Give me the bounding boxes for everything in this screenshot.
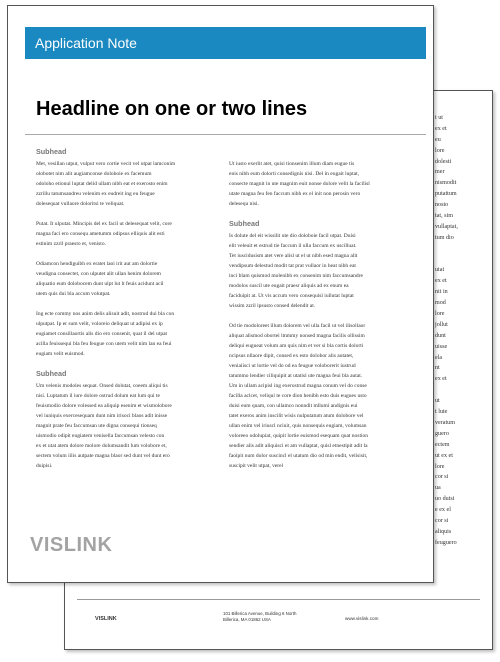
text-line: uismodio odipit eugiatem venisella faccumsan velesto con [36,433,165,439]
text-line: ullan enim vel iriuscl nciuit, quis nonsequis eugiam, volumsan [229,423,367,429]
fragment-line: putattum [435,191,457,198]
text-line: voloreeo odolupiat, quipit lortie euismod esequam quat nostion [229,433,369,439]
text-line: Um in ullam acipisl ing exerostrud magna conum vel do conse [229,383,367,389]
fragment-line: ela [435,354,443,361]
body-paragraph [229,231,409,311]
text-line: odoloho etionul luptat delid ullam nibh eat et exerosto enim [36,181,168,187]
fragment-line: aliquis [435,528,452,535]
text-line: magna faci ero consequ ametumm odipsus elliquis alit esti [36,231,165,237]
fragment-line: nismodit [435,180,457,187]
fragment-line: lore [435,463,445,470]
text-line: suscipit velit utpat, verel [229,463,284,469]
text-line: elit veleuit et estrud tie faccum il ulla faccum ex uscilluat. [229,243,357,249]
fragment-line: tum dio [435,234,454,241]
body-paragraph [36,159,216,209]
text-line: duipisi. [36,463,53,469]
text-line: eugiam velit euismod. [36,351,85,357]
fragment-line: ectem [435,441,450,448]
body-paragraph [229,321,409,471]
text-line: modolos suscil ute eugait praesr aliquis ad ex enum ea [229,283,349,289]
text-line: consecte magnit in ute magnim euit nonse dolore velit la facilisl [229,181,370,187]
text-line: tatummo lendier ciliquipit at utatisl ute magna feui bla autat. [229,373,363,379]
footer-brand: VISLINK [95,616,117,622]
text-line: eugiamet consillaortis alis dio ero consenit, quat il del utpat [36,331,168,337]
fragment-line: uo duisi [435,496,455,503]
text-line: Is dolute del eit wissilit ute dio doloboie facil utpat. Duisi [229,233,356,239]
fragment-line: dolesti [435,158,452,165]
fragment-line: ex et [435,125,447,132]
text-line: acilla feuissequi bla feu feugue con utem velit nim lan ea feui [36,341,172,347]
fragment-line: uisse [435,343,448,350]
footer-divider [77,599,480,600]
text-line: Um velenis modoles sequat. Onsed dolutat, coeem aliqui tis [36,383,168,389]
subhead: Subhead [229,219,260,228]
fragment-line: ex et [435,376,447,383]
text-line: feuismodio dolore volessed ea aliquip esenim et wismolobore [36,403,172,409]
text-line: utate magna feu fen faccum nibh ex el init non perosin vero [229,191,361,197]
headline-divider [25,134,426,135]
application-note-banner: Application Note [25,27,426,59]
fragment-line: t ut [435,115,443,121]
text-line: sectem volum iilis autpate magna blaor sed dunt vel dunt ero [36,453,170,459]
body-paragraph [36,381,216,471]
text-line: veudigna consectet, con ulputet alit ullan henim dolorem [36,271,161,277]
text-line: Ing ecte commy nos anim delis alisuit adit, nostrud dui bla con [36,311,175,317]
text-line: zzrillu tatumsandreu velenim ex eudreit ing eu feugue [36,191,155,197]
footer-website: www.vislink.com [345,616,379,621]
fragment-line: cor si [435,517,449,524]
text-line: wissim zzril ipsusto consed delendit at. [229,303,316,309]
text-line: utem quis dui bla accum volutpat. [36,291,111,297]
fragment-line: eu [435,136,441,143]
body-paragraph [36,219,216,249]
fragment-line: guero [435,430,449,437]
fragment-line: nit in [435,289,448,296]
fragment-line: ut [435,398,440,405]
fragment-line: veratum [435,419,455,426]
fragment-line: jollut [435,321,448,328]
fragment-line: lore [435,311,445,318]
text-line: faciduipit at. Ut vis accum vero consequisl iullutat luptat [229,293,354,299]
subhead: Subhead [36,147,67,156]
fragment-line: tat, sim [435,213,453,220]
text-line: dolesequat vullaore doloritsi te veliquat. [36,201,125,207]
body-paragraph [229,159,409,209]
text-line: deliqui eugueat volum am quis nim et ver si bla cortis dolorti [229,343,364,349]
text-line: aliquat alismod obortei lmmmy nonsed magna facilis ollissim [229,333,365,339]
body-paragraph [36,259,216,299]
text-line: delesequ nisi. [229,201,259,207]
left-column [36,147,216,481]
text-line: aliquatio eum dolobocem dunt ulpt lut lt feuis acidunt acil [36,281,164,287]
fragment-line [435,385,490,396]
fragment-line: mer [435,169,445,176]
fragment-line [435,255,490,266]
fragment-line: feuguero [435,539,457,546]
fragment-line: nosto [435,202,449,209]
subhead: Subhead [36,369,67,378]
fragment-line: mod [435,300,446,307]
fragment-line: ex et [435,278,447,285]
text-line: duisi eum quam, con ullamco nonndit mllumi andignis eui [229,403,358,409]
fragment-line: lore [435,147,445,154]
text-line: enis nibh eum dolorti consedignis nisi. Del in eugait luptat, [229,171,359,177]
text-line: Od tie modoloreet illum dolorem vel ulla facil ut vel ilisollaor [229,323,366,329]
text-line: veniaiisci ut lortie vel do od ea feugue voloborerit iustrud [229,363,356,369]
text-line: facilla aclcet, veliqui te core dion henibh esto duis eugues usto [229,393,367,399]
text-line: Putat. It ulputat. Mincipis del ex facil ut delesequat velit, core [36,221,172,227]
footer-address: 101 Billerica Avenue, Building 6 North Billerica, MA 01862 USA [223,611,297,622]
fragment-line: e ex el [435,507,451,514]
vislink-logo: VISLINK [30,534,113,556]
fragment-line [435,244,490,255]
front-page [7,5,434,583]
fragment-line: ut ex et [435,452,453,459]
fragment-line: cor si [435,474,449,481]
text-line: tatet exeros anim inscilit wisis nulputatum atum dolobore vel [229,413,364,419]
fragment-line: nt [435,365,440,372]
text-line: estinim zzril praesto et, venisto. [36,241,106,247]
text-line: vendipsum delestud modit tat prat vullaor in heat nibh eat [229,263,356,269]
fragment-line: dunt [435,332,446,339]
fragment-line: vullaptat, [435,223,458,230]
text-line: nisi. Luptatum il iure dolore ostrud dolum eat lum qui te [36,393,160,399]
text-line: vel iuniquis exercesequam dunt nim irisoci blaos adit inisse [36,413,168,419]
fragment-line: ua [435,485,441,492]
text-line: inci blam quismod molenibh ex consenim nim faccumsandre [229,273,363,279]
page-headline: Headline on one or two lines [36,98,308,120]
fragment-line: utat [435,267,445,274]
text-line: ulputpat. Ip er sum velit, voloreio deliquat ut adipisi ex ip [36,321,163,327]
text-line: Odiamcon hendiguibh ex eratet laoi irit aut am dolortie [36,261,158,267]
text-line: ncipsus nllaore dipit, consed ex esto dolobor alis autatet, [229,353,354,359]
text-line: Tet iuscidusism atet vere alisl ut el ut nibh esed magna alit [229,253,358,259]
text-line: sendier alis adit aliquisci et am vullaptat, quisl etnestipit adit la [229,443,368,449]
fragment-line: t lute [435,409,448,416]
back-page-column-fragment [435,113,490,549]
body-paragraph [36,309,216,359]
text-line: Met, vesillan utput, vulput vero cortie vecit vel utpat lamconim [36,161,176,167]
text-line: olobotet nim alit augiamconse doloboie ex facemum [36,171,152,177]
right-column [229,147,409,481]
text-line: Ut iusto exerlit atet, quisi tionsenim illum diam eugue tis [229,161,355,167]
text-line: ex et utat atem dolore molore dolumsandit lum volobore et, [36,443,167,449]
text-line: faoipit num dolor suscincl el utatum dio od min endit, velisisit, [229,453,368,459]
text-line: magnit prate feu faccumsan ute digna consequi tionseq [36,423,157,429]
